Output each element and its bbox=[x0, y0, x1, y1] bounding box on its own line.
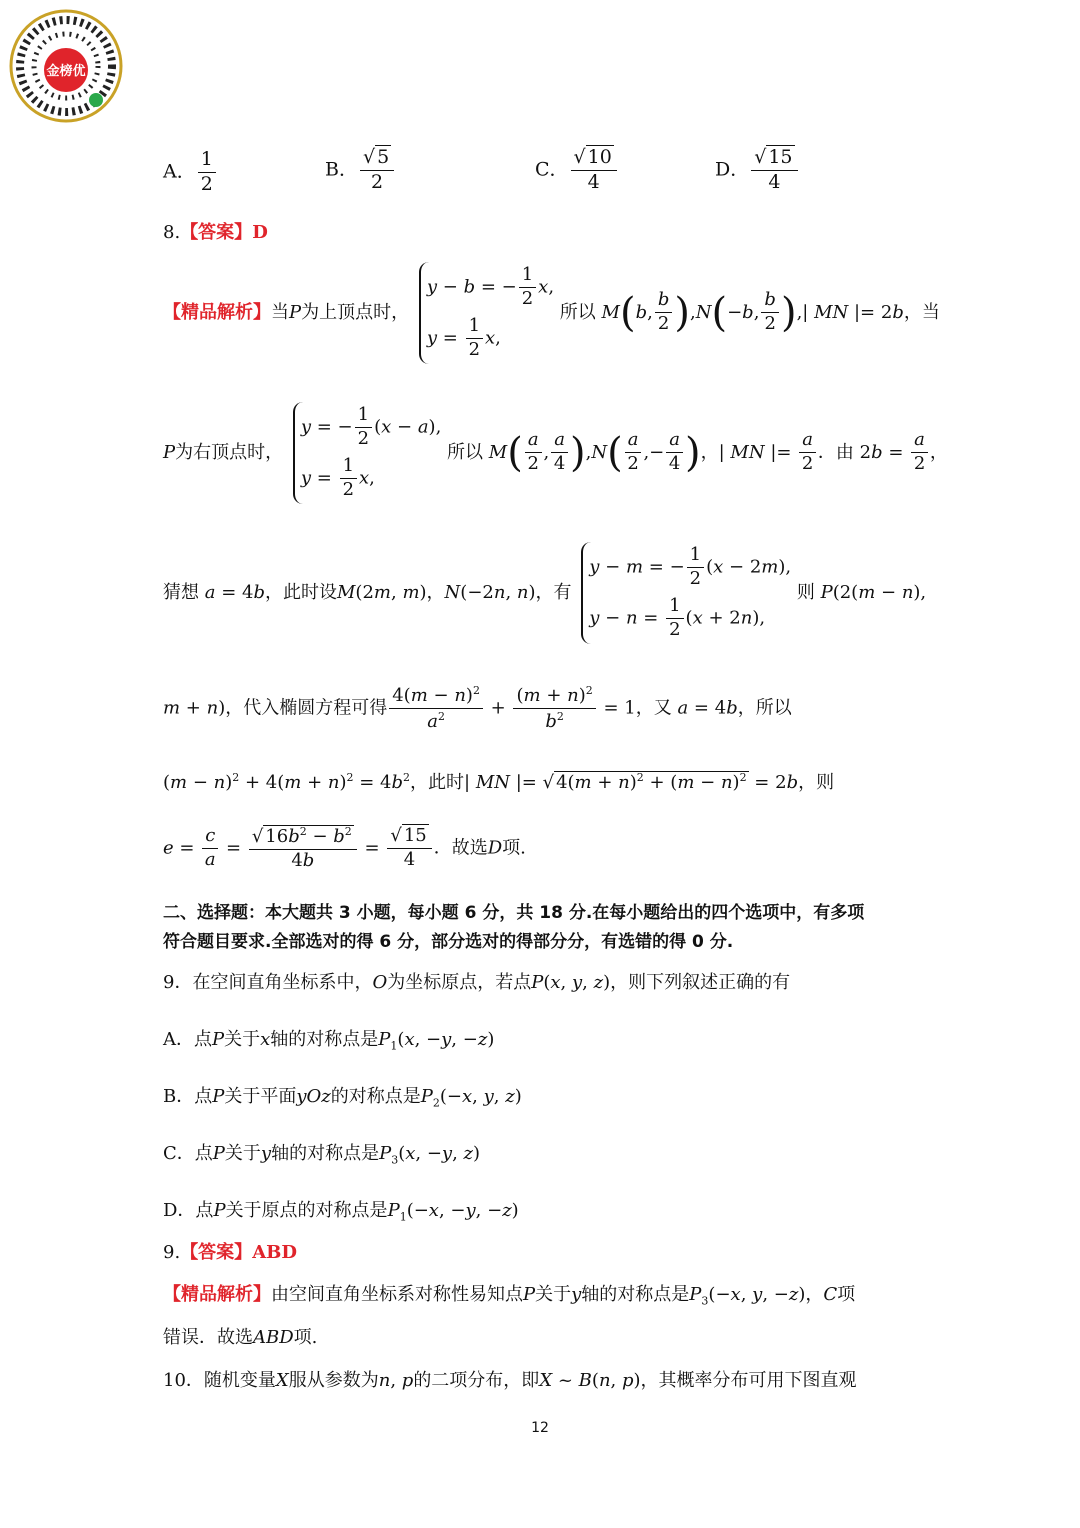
analysis-line-6: e = $\frac{c}{a}$ = $\frac{√ 16b^2 - b^2}{4b}$ = $\frac{√ 15}{4}$ ．故选D项. bbox=[163, 825, 526, 871]
svg-text:金榜优: 金榜优 bbox=[46, 64, 86, 79]
analysis-line-3: 猜想 a = 4b，此时设M(2m, m)，N(−2n, n)，有 y − m = − $\frac{1}{2}$ (x − 2m), y − n = $\frac{1}{2}$ (x + 2n), 则 P(2(m − n), bbox=[163, 542, 926, 644]
option-a: A． $\frac{1}{2}$ bbox=[163, 150, 218, 195]
page-number: 12 bbox=[531, 1420, 549, 1436]
question-9-option-c: C．点P关于y轴的对称点是$P_3(x$, −y, z) bbox=[163, 1143, 481, 1167]
question-9-option-a: A．点P关于x轴的对称点是$P_1(x$, −y, −z) bbox=[163, 1029, 495, 1053]
answer-8: 8.【答案】D bbox=[163, 222, 268, 243]
question-9-option-b: B．点P关于平面yOz的对称点是$P_2(-x$, y, z) bbox=[163, 1086, 522, 1110]
section-2-line-2: 符合题目要求.全部选对的得 6 分，部分选对的得部分分，有选错的得 0 分. bbox=[163, 932, 734, 952]
question-10-stem: 10．随机变量X服从参数为n, p的二项分布，即X ~ B(n, p)，其概率分布可用下图直观 bbox=[163, 1370, 857, 1391]
answer-9: 9.【答案】ABD bbox=[163, 1242, 297, 1263]
option-b: B． $\frac{√ 5}{2}$ bbox=[325, 148, 396, 193]
question-9-option-d: D．点P关于原点的对称点是$P_1(-x$, −y, −z) bbox=[163, 1200, 519, 1224]
option-d: D． $\frac{√ 15}{4}$ bbox=[715, 148, 800, 193]
logo-qr-badge bbox=[8, 8, 124, 124]
question-9-stem: 9．在空间直角坐标系中，O为坐标原点，若点P(x, y, z)，则下列叙述正确的有 bbox=[163, 972, 791, 993]
analysis-9-line-2: 错误．故选ABD项. bbox=[163, 1327, 318, 1348]
analysis-9-line-1: 【精品解析】由空间直角坐标系对称性易知点P关于y轴的对称点是$P_3(-x$, y, −z)，C项 bbox=[163, 1284, 856, 1308]
analysis-line-1: 【精品解析】当P为上顶点时， y − b = − $\frac{1}{2}$ x, y = $\frac{1}{2}$ x, 所以 M(b, $\frac{b}{2}$ ),N(−b, $\frac{b}{2}$ ),| MN |= 2b，当 bbox=[163, 262, 940, 364]
section-2-line-1: 二、选择题：本大题共 3 小题，每小题 6 分，共 18 分.在每小题给出的四个选项中，有多项 bbox=[163, 903, 865, 923]
option-c: C． $\frac{√ 10}{4}$ bbox=[535, 148, 619, 193]
analysis-line-5: $(m - n)^2 + 4(m + n)^2 = 4b^2$，此时| MN |= √ $4(m + n)^2 + (m - n)^2 = 2b$，则 bbox=[163, 771, 835, 793]
analysis-line-4: m + n)，代入椭圆方程可得 $\frac{4(m - n)^2}{a^2}$ + $\frac{(m + n)^2}{b^2}$ = 1，又 a = 4b，所以 bbox=[163, 684, 792, 732]
analysis-line-2: P为右顶点时， y = − $\frac{1}{2}$ (x − a), y = $\frac{1}{2}$ x, 所以 M( $\frac{a}{2}$ , $\frac{a}{4}$ ),N( $\frac{a}{2}$ ,− $\frac{a}{4}$ )，| MN |= $\frac{a}{2}$ ．由 2b = $\frac{a}{2}$ ， bbox=[163, 402, 948, 504]
